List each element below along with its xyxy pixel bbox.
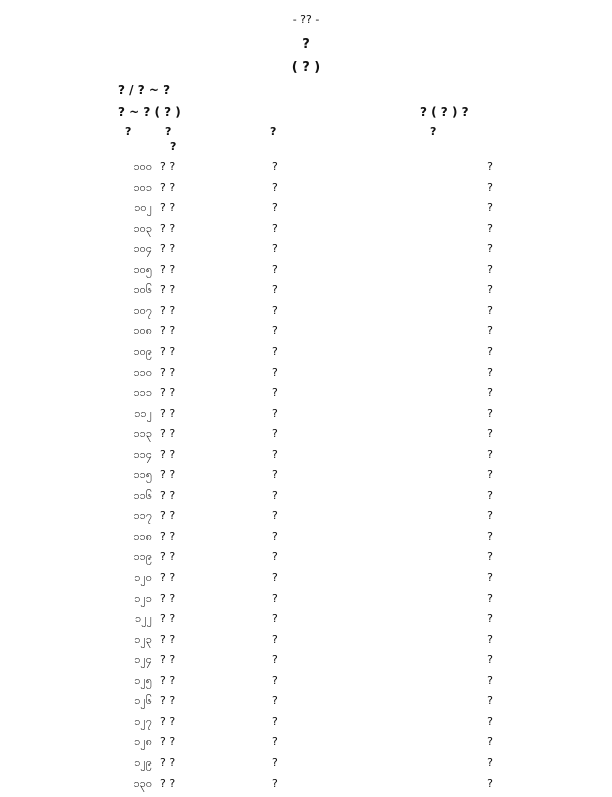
- row-number: ၁၀၁: [133, 180, 152, 194]
- school-code: ?: [487, 653, 493, 667]
- student-name: ?: [272, 571, 278, 584]
- row-number: ၁၀၄: [133, 242, 152, 256]
- roll-number: ? ?: [160, 632, 176, 646]
- table-row: [0, 571, 612, 591]
- student-name: ?: [272, 488, 278, 502]
- student-name: ?: [272, 468, 278, 482]
- school-code: ?: [487, 160, 493, 173]
- table-row: [0, 427, 612, 447]
- student-name: ?: [272, 242, 278, 256]
- student-name: ?: [272, 344, 278, 358]
- roll-number: ? ?: [160, 612, 176, 626]
- student-name: ?: [272, 591, 278, 605]
- roll-number: ? ?: [160, 735, 176, 749]
- roll-number: ? ?: [160, 365, 176, 379]
- table-row: [0, 324, 612, 344]
- row-number: ၁၁၄: [133, 447, 152, 461]
- student-name: ?: [272, 673, 278, 687]
- student-name: ?: [272, 324, 278, 338]
- student-name: ?: [272, 160, 278, 173]
- table-row: [0, 201, 612, 221]
- table-row: [0, 263, 612, 283]
- table-row: [0, 242, 612, 262]
- row-number: ၁၀၂: [134, 201, 152, 215]
- table-row: [0, 653, 612, 673]
- row-number: ၁၂၉: [134, 755, 152, 769]
- school-code: ?: [487, 776, 493, 790]
- roll-number: ? ?: [160, 673, 176, 687]
- table-row: [0, 181, 612, 201]
- school-code: ?: [487, 694, 493, 708]
- school-code: ?: [487, 735, 493, 749]
- roll-number: ? ?: [160, 303, 176, 317]
- student-name: ?: [272, 406, 278, 420]
- table-row: [0, 283, 612, 303]
- school-code: ?: [487, 283, 493, 297]
- roll-number: ? ?: [160, 386, 176, 400]
- document-title: ?: [302, 37, 310, 52]
- row-number: ၁၂၈: [134, 735, 152, 749]
- row-number: ၁၀၀: [133, 160, 152, 173]
- school-code: ?: [487, 550, 493, 564]
- school-code: ?: [487, 201, 493, 215]
- roll-number: ? ?: [160, 509, 176, 523]
- student-name: ?: [272, 653, 278, 667]
- school-code: ?: [487, 180, 493, 194]
- school-code: ?: [487, 242, 493, 256]
- column-header-no: ?: [125, 125, 132, 138]
- student-name: ?: [272, 550, 278, 564]
- roll-number: ? ?: [160, 180, 176, 194]
- column-header-roll: ?: [165, 125, 172, 138]
- roll-number: ? ?: [160, 221, 176, 235]
- table-row: [0, 612, 612, 632]
- student-name: ?: [272, 303, 278, 317]
- roll-number: ? ?: [160, 468, 176, 482]
- row-number: ၁၁၂: [134, 406, 152, 420]
- school-code: ?: [487, 468, 493, 482]
- roll-number: ? ?: [160, 160, 176, 173]
- row-number: ၁၁၈: [133, 529, 152, 543]
- column-header-roll-continued: ?: [170, 140, 177, 153]
- student-name: ?: [272, 262, 278, 276]
- subject-line: ? ~ ? ( ? ): [118, 105, 181, 119]
- roll-number: ? ?: [160, 714, 176, 728]
- row-number: ၁၂၁: [134, 591, 152, 605]
- row-number: ၁၁၉: [133, 550, 152, 564]
- roll-number: ? ?: [160, 776, 176, 790]
- student-name: ?: [272, 180, 278, 194]
- school-code: ?: [487, 427, 493, 441]
- row-number: ၁၂၆: [134, 694, 152, 708]
- school-code: ?: [487, 324, 493, 338]
- table-row: [0, 386, 612, 406]
- row-number: ၁၀၅: [133, 262, 152, 276]
- student-name: ?: [272, 529, 278, 543]
- row-number: ၁၂၇: [134, 714, 152, 728]
- school-code: ?: [487, 632, 493, 646]
- roll-number: ? ?: [160, 242, 176, 256]
- table-row: [0, 407, 612, 427]
- student-name: ?: [272, 447, 278, 461]
- row-number: ၁၀၃: [133, 221, 152, 235]
- roll-number: ? ?: [160, 262, 176, 276]
- column-header-school: ?: [430, 125, 437, 138]
- table-row: [0, 715, 612, 735]
- student-name: ?: [272, 735, 278, 749]
- school-code: ?: [487, 262, 493, 276]
- roll-number: ? ?: [160, 653, 176, 667]
- table-row: [0, 735, 612, 755]
- student-name: ?: [272, 283, 278, 297]
- student-name: ?: [272, 776, 278, 790]
- table-row: [0, 222, 612, 242]
- row-number: ၁၀၉: [133, 344, 152, 358]
- school-code: ?: [487, 755, 493, 769]
- student-name: ?: [272, 612, 278, 626]
- table-row: [0, 674, 612, 694]
- table-row: [0, 509, 612, 529]
- column-header-name: ?: [270, 125, 277, 138]
- table-row: [0, 777, 612, 797]
- table-row: [0, 489, 612, 509]
- roll-number: ? ?: [160, 344, 176, 358]
- school-code: ?: [487, 406, 493, 420]
- table-row: [0, 160, 612, 180]
- student-name: ?: [272, 386, 278, 400]
- table-row: [0, 592, 612, 612]
- table-row: [0, 633, 612, 653]
- row-number: ၁၂၃: [134, 632, 152, 646]
- roll-number: ? ?: [160, 550, 176, 564]
- school-code: ?: [487, 447, 493, 461]
- student-name: ?: [272, 632, 278, 646]
- row-number: ၁၀၇: [133, 303, 152, 317]
- roll-number: ? ?: [160, 591, 176, 605]
- school-code: ?: [487, 571, 493, 584]
- row-number: ၁၁၆: [133, 488, 152, 502]
- table-row: [0, 694, 612, 714]
- roll-number: ? ?: [160, 529, 176, 543]
- roll-number: ? ?: [160, 755, 176, 769]
- row-number: ၁၂၅: [134, 673, 152, 687]
- row-number: ၁၂၄: [134, 653, 152, 667]
- table-row: [0, 366, 612, 386]
- roll-number: ? ?: [160, 427, 176, 441]
- table-row: [0, 448, 612, 468]
- school-code: ?: [487, 488, 493, 502]
- row-number: ၁၀၈: [133, 324, 152, 338]
- table-row: [0, 468, 612, 488]
- roll-number: ? ?: [160, 488, 176, 502]
- row-number: ၁၀၆: [133, 283, 152, 297]
- school-code: ?: [487, 365, 493, 379]
- school-code: ?: [487, 714, 493, 728]
- row-number: ၁၂၀: [134, 571, 152, 584]
- school-code: ?: [487, 344, 493, 358]
- school-code: ?: [487, 591, 493, 605]
- student-name: ?: [272, 755, 278, 769]
- table-row: [0, 345, 612, 365]
- marks-line: ? ( ? ) ?: [420, 105, 469, 119]
- region-line: ? / ? ~ ?: [118, 83, 171, 97]
- table-row: [0, 756, 612, 776]
- row-number: ၁၁၇: [133, 509, 152, 523]
- student-name: ?: [272, 714, 278, 728]
- student-name: ?: [272, 509, 278, 523]
- row-number: ၁၁၀: [133, 365, 152, 379]
- table-row: [0, 304, 612, 324]
- roll-number: ? ?: [160, 571, 176, 584]
- row-number: ၁၁၅: [133, 468, 152, 482]
- roll-number: ? ?: [160, 406, 176, 420]
- school-code: ?: [487, 221, 493, 235]
- school-code: ?: [487, 529, 493, 543]
- row-number: ၁၁၁: [133, 386, 152, 400]
- document-subtitle: ( ? ): [291, 60, 321, 75]
- page-number: - ?? -: [292, 13, 320, 26]
- student-name: ?: [272, 427, 278, 441]
- student-name: ?: [272, 365, 278, 379]
- roll-number: ? ?: [160, 324, 176, 338]
- table-row: [0, 550, 612, 570]
- student-name: ?: [272, 694, 278, 708]
- row-number: ၁၁၃: [133, 427, 152, 441]
- school-code: ?: [487, 303, 493, 317]
- roll-number: ? ?: [160, 201, 176, 215]
- school-code: ?: [487, 386, 493, 400]
- school-code: ?: [487, 509, 493, 523]
- school-code: ?: [487, 673, 493, 687]
- roll-number: ? ?: [160, 694, 176, 708]
- row-number: ၁၃၀: [133, 776, 152, 790]
- roll-number: ? ?: [160, 283, 176, 297]
- row-number: ၁၂၂: [135, 612, 152, 626]
- table-row: [0, 530, 612, 550]
- school-code: ?: [487, 612, 493, 626]
- student-name: ?: [272, 221, 278, 235]
- roll-number: ? ?: [160, 447, 176, 461]
- student-name: ?: [272, 201, 278, 215]
